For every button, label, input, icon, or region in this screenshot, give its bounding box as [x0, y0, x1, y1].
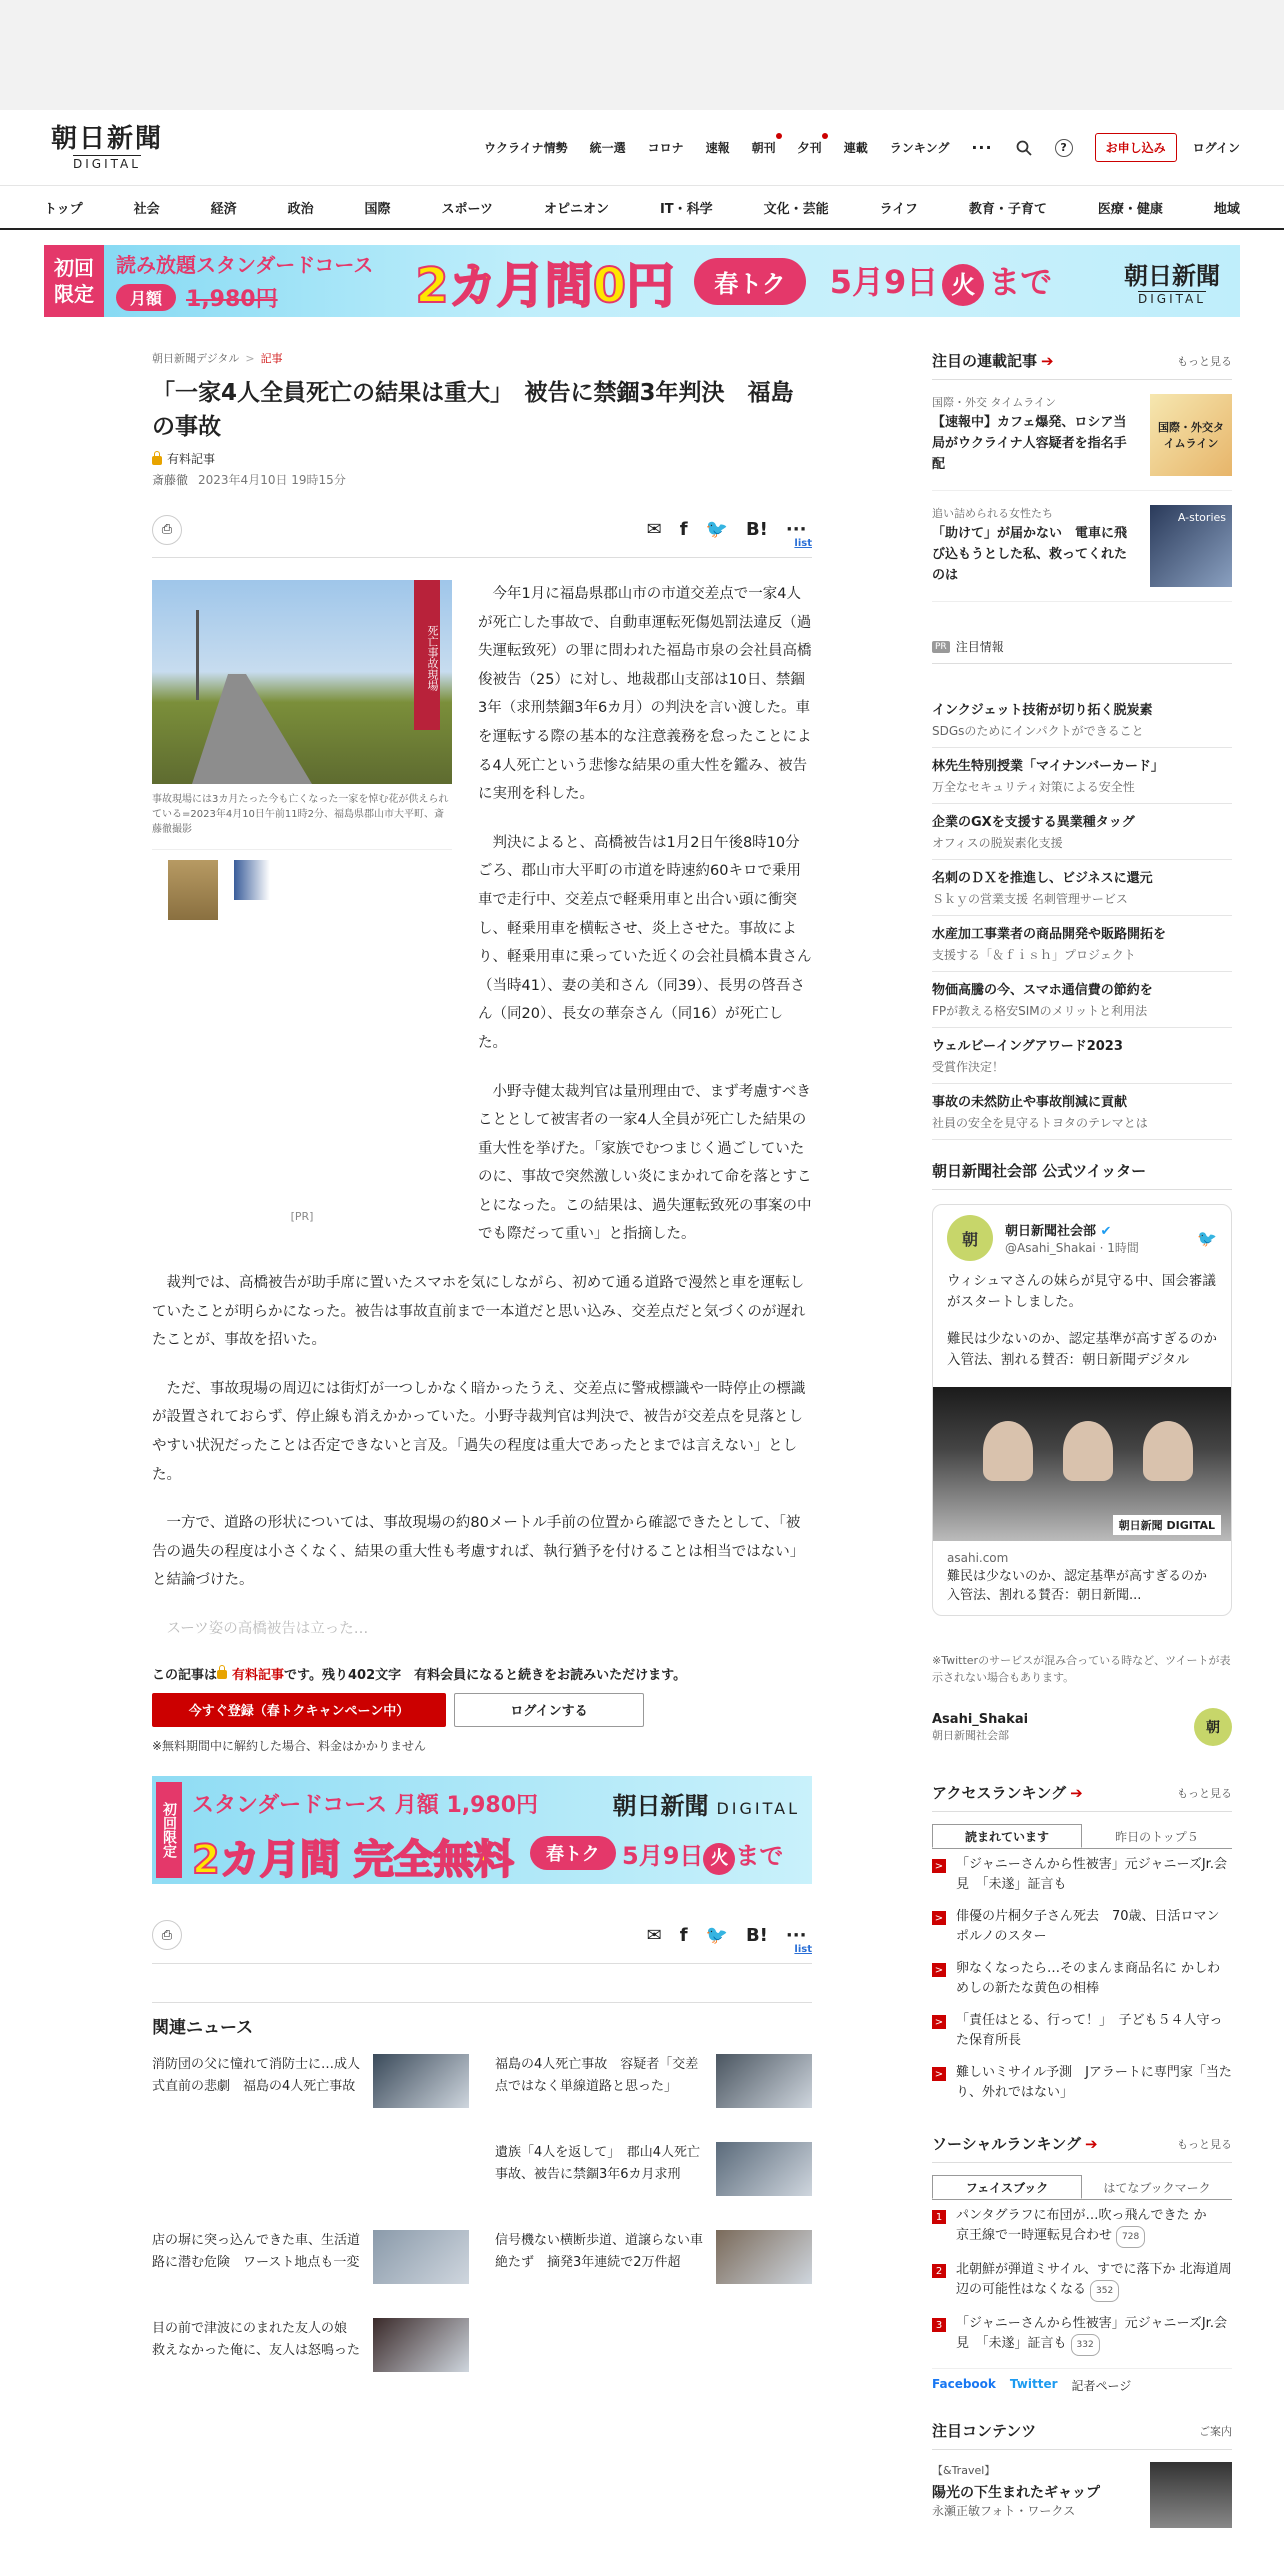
- tab-most-read[interactable]: 読まれています: [932, 1824, 1082, 1848]
- featured-item[interactable]: 【&Travel】 陽光の下生まれたギャップ 永瀬正敏フォト・ワークス: [932, 2462, 1232, 2528]
- nav-ranking[interactable]: ランキング: [889, 141, 950, 155]
- featured-guide-link[interactable]: ご案内: [1199, 2424, 1232, 2438]
- related-thumbnail: [373, 2054, 469, 2108]
- pr-item[interactable]: 名刺のＤＸを推進し、ビジネスに還元 Ｓｋｙの営業支援 名刺管理サービス: [932, 860, 1232, 916]
- cat-life[interactable]: ライフ: [879, 201, 918, 217]
- social-ranking-item[interactable]: 1 パンタグラフに布団が…吹っ飛んできた か 京王線で一時運転見合わせ 728: [932, 2200, 1232, 2254]
- avatar: 朝: [1194, 1708, 1232, 1746]
- rank-marker-icon: >: [932, 1963, 946, 1977]
- pr-item[interactable]: ウェルビーイングアワード2023 受賞作決定！: [932, 1028, 1232, 1084]
- photo-caption: 事故現場には3カ月たった今も亡くなった一家を悼む花が供えられている=2023年4月10日午前11時2分、福島県郡山市大平町、斎藤徹撮影: [152, 794, 449, 835]
- featured-thumbnail: [1150, 2462, 1232, 2528]
- more-share-icon[interactable]: ···: [785, 1924, 807, 1946]
- share-bar-bottom: [152, 1908, 812, 1964]
- arrow-right-icon: ➔: [1041, 352, 1054, 370]
- arrow-right-icon: ➔: [1084, 2135, 1098, 2153]
- access-ranking: アクセスランキング ➔ もっと見る 読まれています 昨日のトップ５ > 「ジャニーさんから性被害」元ジャニーズJr.会見 「未遂」証言も > 俳優の片桐夕子さん死去 70歳、日活ロマンポルノのスター > 卵なくなったら…そのまんま商品名に かしわめしの新たな黄色の相棒 > 「責任はとる、行って！」 子ども５４人守った保育所長 > 難しいミサイル予測 Jアラートに専門家「当たり、外れではない」: [932, 1782, 1232, 2109]
- cat-top[interactable]: トップ: [44, 201, 83, 217]
- series-thumbnail: 国際・外交タイムライン: [1150, 394, 1232, 476]
- nav-series[interactable]: 連載: [843, 141, 868, 155]
- ranking-item[interactable]: > 「ジャニーさんから性被害」元ジャニーズJr.会見 「未遂」証言も: [932, 1849, 1232, 1901]
- twitter-link[interactable]: Twitter: [1009, 2377, 1058, 2391]
- more-share-icon[interactable]: ···: [785, 519, 807, 540]
- social-ranking: ソーシャルランキング ➔ もっと見る フェイスブック はてなブックマーク 1 パンタグラフに布団が…吹っ飛んできた か 京王線で一時運転見合わせ 728 2 北朝鮮が弾道ミサイル、すでに落下か 北海道周辺の可能性はなくなる 352 3 「ジャニーさんから性被害」元ジャニーズJr.会見 「未遂」証言も 332 Facebook Twitter 記者ページ: [932, 2135, 1232, 2393]
- login-button[interactable]: ログインする: [454, 1693, 644, 1727]
- twitter-section-title: 朝日新聞社会部 公式ツイッター: [932, 1160, 1232, 1190]
- facebook-share-icon[interactable]: f: [679, 1924, 688, 1946]
- facebook-share-icon[interactable]: f: [679, 519, 688, 540]
- breadcrumb-home[interactable]: 朝日新聞デジタル: [152, 352, 240, 365]
- pr-item[interactable]: 物価高騰の今、スマホ通信費の節約を FPが教える格安SIMのメリットと利用法: [932, 972, 1232, 1028]
- twitter-share-icon[interactable]: 🐦: [705, 519, 728, 540]
- related-item[interactable]: [152, 2054, 469, 2124]
- twitter-bird-icon: 🐦: [1197, 1228, 1217, 1248]
- search-icon[interactable]: [1015, 139, 1033, 157]
- course-price: スタンダードコース 月額 1,980円: [192, 1792, 539, 1818]
- course-label: 読み放題スタンダードコース: [116, 253, 374, 277]
- paragraph: ただ、事故現場の周辺には街灯が一つしかなく暗かったうえ、交差点に警戒標識や一時停止の標識が設置されておらず、停止線も消えかかっていた。小野寺裁判官は判決で、被告が交差点を見落としやすい状況だったことは否定できないと言及。「過失の程度は重大であったとまでは言えない」とした。: [152, 1380, 806, 1483]
- cat-opinion[interactable]: オピニオン: [543, 201, 609, 217]
- photo-thumbnails: [152, 849, 452, 920]
- pr-item[interactable]: 事故の未然防止や事故削減に貢献 社員の安全を見守るトヨタのテレマとは: [932, 1084, 1232, 1140]
- verified-icon: ✔: [1100, 1224, 1112, 1239]
- share-count: 728: [1116, 2226, 1145, 2248]
- article-title: 「一家4人全員死亡の結果は重大」 被告に禁錮3年判決 福島の事故: [152, 380, 794, 440]
- banner-brand-logo: 朝日新聞 DIGITAL: [612, 1790, 800, 1820]
- ranking-item[interactable]: > 俳優の片桐夕子さん死去 70歳、日活ロマンポルノのスター: [932, 1901, 1232, 1953]
- related-item-title: 福島の4人死亡事故 容疑者「交差点ではなく単線道路と思った」: [495, 2056, 699, 2094]
- cat-international[interactable]: 国際: [364, 201, 391, 217]
- spring-badge: 春トク: [694, 258, 806, 305]
- cat-sports[interactable]: スポーツ: [441, 201, 494, 217]
- paragraph: 小野寺健太裁判官は量刑理由で、まず考慮すべきこととして被害者の一家4人全員が死亡した結果の重大性を挙げた。「家族でむつまじく過ごしていたのに、事故で突然激しい炎にまかれて命を落とすことになった。この結果は、過失運転致死の事案の中でも際だって重い」と指摘した。: [478, 1083, 812, 1243]
- byline: [152, 471, 812, 488]
- featured-content: 注目コンテンツ ご案内 【&Travel】 陽光の下生まれたギャップ 永瀬正敏フォト・ワークス: [932, 2420, 1232, 2528]
- pr-item[interactable]: 水産加工事業者の商品開発や販路開拓を 支援する「＆ｆｉｓｈ」プロジェクト: [932, 916, 1232, 972]
- series-more-link[interactable]: もっと見る: [1177, 354, 1232, 368]
- help-icon[interactable]: ?: [1055, 139, 1073, 157]
- until-date: 5月9日 火 まで: [830, 257, 1053, 306]
- pr-label: [PR]: [290, 1210, 314, 1223]
- site-header: [0, 110, 1284, 186]
- reporter-page-link[interactable]: 記者ページ: [1071, 2379, 1132, 2393]
- cat-it-science[interactable]: IT・科学: [659, 201, 713, 217]
- related-thumbnail: [373, 2230, 469, 2284]
- top-nav: [462, 133, 1240, 162]
- ranking-item[interactable]: > 「責任はとる、行って！」 子ども５４人守った保育所長: [932, 2005, 1232, 2057]
- old-price: 1,980円: [186, 287, 278, 312]
- related-thumbnail: [716, 2054, 812, 2108]
- related-thumbnail: [716, 2230, 812, 2284]
- breadcrumb-current[interactable]: 記事: [260, 352, 283, 365]
- cat-health[interactable]: 医療・健康: [1097, 201, 1163, 217]
- tab-yesterday-top5[interactable]: 昨日のトップ５: [1115, 1829, 1199, 1844]
- related-item[interactable]: [495, 2054, 812, 2124]
- related-item-title: 信号機ない横断歩道、道譲らない車絶たず 摘発3年連続で2万件超: [495, 2232, 704, 2270]
- access-more-link[interactable]: もっと見る: [1177, 1786, 1232, 1800]
- limited-badge: 初回 限定: [44, 245, 104, 317]
- free-offer: 2カ月間0円: [415, 257, 675, 314]
- nav-morning[interactable]: 朝刊: [752, 139, 776, 156]
- limited-badge: 初回限定: [156, 1782, 182, 1878]
- lock-icon: [217, 1670, 227, 1679]
- article-photo: [152, 580, 452, 1223]
- social-ranking-item[interactable]: 2 北朝鮮が弾道ミサイル、すでに落下か 北海道周辺の可能性はなくなる 352: [932, 2254, 1232, 2308]
- avatar: 朝: [947, 1215, 993, 1261]
- rank-number: 2: [932, 2264, 946, 2278]
- ranking-item[interactable]: > 卵なくなったら…そのまんま商品名に かしわめしの新たな黄色の相棒: [932, 1953, 1232, 2005]
- related-item[interactable]: [152, 2230, 469, 2300]
- spring-badge: 春トク: [530, 1836, 616, 1870]
- article-body: [152, 580, 812, 1644]
- print-icon[interactable]: ⎙: [152, 515, 182, 545]
- pr-item[interactable]: インクジェット技術が切り拓く脱炭素 SDGsのためにインパクトができること: [932, 692, 1232, 748]
- print-icon[interactable]: ⎙: [152, 1920, 182, 1950]
- tab-hatena[interactable]: はてなブックマーク: [1103, 2180, 1211, 2195]
- apply-button[interactable]: お申し込み: [1095, 133, 1177, 162]
- top-ad-band: [0, 0, 1284, 110]
- cat-education[interactable]: 教育・子育て: [968, 201, 1047, 217]
- paragraph: 今年1月に福島県郡山市の市道交差点で一家4人が死亡した事故で、自動車運転死傷処罰法違反（過失運転致死）の罪に問われた福島市泉の会社員高橋俊被告（25）に対し、地裁郡山支部は10日、禁錮3年（求刑禁錮3年6カ月）の判決を言い渡した。車を運転する際の基本的な注意義務を怠ったことによる4人死亡という悲惨な結果の重大性を鑑み、被告に実刑を科した。: [478, 586, 812, 803]
- lock-icon: [152, 456, 162, 465]
- related-item[interactable]: [495, 2230, 812, 2300]
- sidebar: [932, 350, 1232, 2528]
- facebook-link[interactable]: Facebook: [932, 2377, 996, 2391]
- related-thumbnail: [373, 2318, 469, 2372]
- tweet-card[interactable]: 朝 朝日新聞社会部 ✔ @Asahi_Shakai · 1時間 🐦 ウィシュマさんの妹らが見守る中、国会審議がスタートしました。 難民は少ないのか、認定基準が高すぎるのか 入管法、割れる賛否：朝日新聞デジタル 朝日新聞 DIGITAL asahi.com 難民は少ないのか、認定基準が高すぎるのか 入管法、割れる賛否：朝日新聞...: [932, 1204, 1232, 1616]
- nav-evening[interactable]: 夕刊: [798, 139, 822, 156]
- rank-number: 3: [932, 2318, 946, 2332]
- twitter-account-link[interactable]: Asahi_Shakai 朝日新聞社会部 朝: [932, 1708, 1232, 1746]
- category-nav: [0, 186, 1284, 230]
- author-link[interactable]: 斎藤徹: [152, 473, 189, 487]
- faded-paragraph: スーツ姿の高橋被告は立った…: [166, 1621, 369, 1637]
- more-menu-icon[interactable]: ···: [971, 138, 993, 157]
- banner-brand-logo: 朝日新聞 DIGITAL: [1124, 261, 1220, 306]
- rank-marker-icon: >: [932, 1859, 946, 1873]
- cat-politics[interactable]: 政治: [287, 201, 314, 217]
- paywall-note: ※無料期間中に解約した場合、料金はかかりません: [152, 1738, 427, 1753]
- paragraph: 一方で、道路の形状については、事故現場の約80メートル手前の位置から確認できたとして、「被告の過失の程度は小さくなく、結果の重大性も考慮すれば、執行猶予を付けることは相当ではない」と結論づけた。: [152, 1515, 805, 1589]
- new-dot: [776, 133, 782, 139]
- arrow-right-icon: ➔: [1070, 1784, 1083, 1802]
- social-ranking-item[interactable]: 3 「ジャニーさんから性被害」元ジャニーズJr.会見 「未遂」証言も 332: [932, 2308, 1232, 2362]
- related-thumbnail: [716, 2142, 812, 2196]
- paragraph: 判決によると、高橋被告は1月2日午後8時10分ごろ、郡山市大平町の市道を時速約60キロで乗用車で走行中、交差点で軽乗用車と出合い頭に衝突し、軽乗用車を横転させ、炎上させた。事故により、軽乗用車に乗っていた近くの会社員橋本貴さん（当時41）、妻の美和さん（同39）、長男の啓吾さん（同20）、長女の華奈さん（同16）が死亡した。: [478, 834, 812, 1051]
- tweet-image: 朝日新聞 DIGITAL: [933, 1387, 1231, 1541]
- pr-item[interactable]: 企業のGXを支援する異業種タッグ オフィスの脱炭素化支援: [932, 804, 1232, 860]
- promo-banner-2[interactable]: [152, 1776, 812, 1884]
- cat-region[interactable]: 地域: [1213, 201, 1240, 217]
- pr-list: [932, 692, 1232, 1140]
- breadcrumb: 朝日新聞デジタル > 記事: [152, 352, 283, 365]
- publish-date: 2023年4月10日 19時15分: [198, 473, 346, 487]
- free-offer: 2カ月間 完全無料: [192, 1836, 514, 1883]
- rank-number: 1: [932, 2210, 946, 2224]
- article-main: [152, 350, 812, 2388]
- related-item-title: 目の前で津波にのまれた友人の娘 救えなかった俺に、友人は怒鳴った: [152, 2320, 361, 2358]
- related-item-title: 遺族「4人を返して」 郡山4人死亡事故、被告に禁錮3年6カ月求刑: [495, 2144, 701, 2182]
- related-item[interactable]: [152, 2318, 469, 2388]
- cat-society[interactable]: 社会: [133, 201, 160, 217]
- paid-badge: 有料記事: [152, 450, 812, 467]
- nav-election[interactable]: 統一選: [589, 141, 626, 155]
- share-count: 332: [1071, 2334, 1100, 2356]
- cat-economy[interactable]: 経済: [210, 201, 237, 217]
- nav-ukraine[interactable]: ウクライナ情勢: [483, 141, 568, 155]
- login-link[interactable]: ログイン: [1192, 141, 1240, 155]
- thumbnail-1[interactable]: [168, 860, 218, 920]
- series-item[interactable]: 追い詰められる女性たち 「助けて」が届かない 電車に飛び込もうとした私、救ってくれたのは A-stories: [932, 491, 1232, 602]
- nav-corona[interactable]: コロナ: [647, 141, 684, 155]
- related-title: 関連ニュース: [152, 2002, 812, 2038]
- related-item-title: 店の塀に突っ込んできた車、生活道路に潜む危険 ワースト地点も一変: [152, 2232, 361, 2270]
- mail-share-icon[interactable]: ✉: [646, 519, 662, 540]
- until-date: 5月9日 火 まで: [622, 1836, 783, 1875]
- monthly-pill: 月額: [116, 284, 176, 311]
- list-link[interactable]: list: [794, 538, 812, 549]
- tab-facebook[interactable]: フェイスブック: [932, 2175, 1082, 2199]
- paragraph: 裁判では、高橋被告が助手席に置いたスマホを気にしながら、初めて通る道路で漫然と車を運転していたことが明らかになった。被告は事故直前まで一本道だと思い込み、交差点だと気づくのが遅れたことが、事故を招いた。: [152, 1275, 806, 1349]
- new-dot: [822, 133, 828, 139]
- rank-marker-icon: >: [932, 2015, 946, 2029]
- social-more-link[interactable]: もっと見る: [1177, 2137, 1232, 2151]
- thumbnail-2[interactable]: [234, 860, 294, 900]
- twitter-note: ※Twitterのサービスが混み合っている時など、ツイートが表示されない場合もあります。: [932, 1654, 1231, 1684]
- series-title: 注目の連載記事 ➔: [932, 352, 1054, 370]
- site-logo[interactable]: 朝日新聞 DIGITAL: [50, 123, 163, 171]
- cat-culture[interactable]: 文化・芸能: [763, 201, 829, 217]
- hatena-share-icon[interactable]: B!: [745, 519, 768, 540]
- rank-marker-icon: >: [932, 1911, 946, 1925]
- ranking-item[interactable]: > 難しいミサイル予測 Jアラートに専門家「当たり、外れではない」: [932, 2057, 1232, 2109]
- list-link[interactable]: list: [794, 1943, 812, 1955]
- pr-header: PR 注目情報: [932, 638, 1232, 664]
- series-thumbnail: A-stories: [1150, 505, 1232, 587]
- hatena-share-icon[interactable]: B!: [745, 1924, 768, 1946]
- nav-breaking[interactable]: 速報: [705, 141, 730, 155]
- twitter-share-icon[interactable]: 🐦: [705, 1924, 728, 1946]
- paywall-message: この記事は 有料記事です。残り402文字 有料会員になると続きをお読みいただけます。: [152, 1667, 687, 1683]
- rank-marker-icon: >: [932, 2067, 946, 2081]
- related-item[interactable]: [495, 2142, 812, 2212]
- main-photo[interactable]: [152, 580, 452, 784]
- paywall: [152, 1664, 812, 1754]
- promo-banner[interactable]: [44, 245, 1240, 317]
- mail-share-icon[interactable]: ✉: [646, 1924, 662, 1946]
- pr-item[interactable]: 林先生特別授業「マイナンバーカード」 万全なセキュリティ対策による安全性: [932, 748, 1232, 804]
- share-count: 352: [1090, 2280, 1119, 2302]
- related-news: [152, 2002, 812, 2388]
- series-item[interactable]: 国際・外交 タイムライン 【速報中】カフェ爆発、ロシア当局がウクライナ人容疑者を指名手配 国際・外交タイムライン: [932, 380, 1232, 491]
- share-bar: [152, 502, 812, 558]
- register-button[interactable]: 今すぐ登録（春トクキャンペーン中）: [152, 1693, 446, 1727]
- photo-sign: 死亡事故現場: [414, 580, 440, 730]
- related-item-title: 消防団の父に憧れて消防士に…成人式直前の悲劇 福島の4人死亡事故: [152, 2056, 361, 2094]
